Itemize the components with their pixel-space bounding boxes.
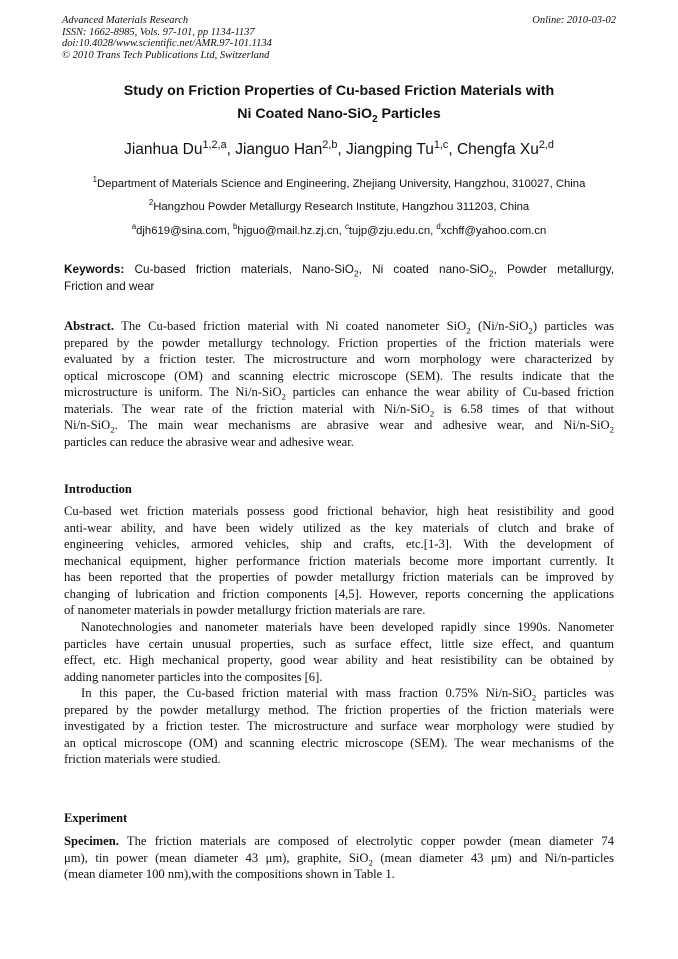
paragraph-line	[64, 850, 614, 867]
affiliation-2	[40, 200, 638, 214]
abstract-line	[64, 417, 614, 434]
author-affiliation-mark: 2,d	[538, 138, 554, 151]
author	[124, 138, 236, 158]
author-affiliation-mark: 1,c	[433, 138, 449, 151]
subscript: 2	[488, 269, 494, 279]
abstract-line: prepared by the powder metallurgy technology. Friction properties of the friction materials were	[64, 335, 614, 350]
paragraph-line: Nanotechnologies and nanometer materials have been developed rapidly since 1990s. Nanometer	[81, 620, 614, 634]
author-affiliation-mark: 2,b	[322, 138, 338, 151]
text: Ni/n-SiO	[64, 418, 111, 432]
doi-line: doi:10.4028/www.scientific.net/AMR.97-101.1134	[62, 38, 272, 49]
title-text: Particles	[377, 106, 441, 122]
subscript: 2	[528, 325, 533, 336]
paragraph-line	[64, 833, 614, 850]
email-mark: a	[131, 222, 137, 232]
paragraph-line: friction materials were studied.	[64, 752, 221, 766]
keywords-label: Keywords:	[64, 262, 125, 276]
abstract	[64, 318, 614, 450]
introduction-paragraph-1	[64, 503, 614, 619]
abstract-line	[64, 401, 614, 418]
text: The friction materials are composed of electrolytic copper powder (mean diameter 74	[118, 834, 614, 848]
author-name: Chengfa Xu	[456, 141, 539, 158]
text: microstructure is uniform. The Ni/n-SiO	[64, 385, 282, 399]
email-address: djh619@sina.com,	[136, 225, 234, 237]
paragraph-line	[64, 685, 614, 702]
text: (Ni/n-SiO	[470, 319, 529, 333]
title-line-2	[62, 103, 616, 126]
text: particles can enhance the wear ability of Cu-based friction	[285, 385, 614, 399]
journal-header	[62, 15, 616, 61]
text: The Cu-based friction material with Ni coated nanometer SiO	[114, 319, 467, 333]
subscript: 2	[110, 424, 115, 435]
introduction-paragraph-3	[64, 685, 614, 768]
abstract-line	[64, 384, 614, 401]
paragraph-line: effect, etc. High mechanical property, good wear ability and heat resistibility can be obtained by	[64, 653, 614, 667]
email-address: tujp@zju.edu.cn,	[348, 225, 437, 237]
paragraph-line: adding nanometer particles into the composites [6].	[64, 669, 323, 684]
subscript: 2	[466, 325, 471, 336]
keywords-text: , Powder metallurgy,	[493, 262, 614, 276]
subscript: 2	[281, 391, 286, 402]
email-mark: d	[436, 222, 441, 232]
experiment-heading: Experiment	[64, 811, 128, 825]
paragraph-line: an optical microscope (OM) and scanning electric microscope (SEM). The wear mechanisms of the	[64, 735, 614, 750]
text: In this paper, the Cu-based friction material with mass fraction 0.75% Ni/n-SiO	[81, 686, 532, 700]
email-address: xchff@yahoo.com.cn	[440, 225, 547, 237]
author-name: Jianguo Han	[235, 141, 323, 158]
author-separator: ,	[337, 141, 346, 158]
text: particles was	[536, 686, 614, 700]
paper-title	[62, 80, 616, 126]
subscript: 2	[368, 857, 373, 868]
issn-line: ISSN: 1662-8985, Vols. 97-101, pp 1134-1137	[62, 26, 255, 38]
email-list	[40, 224, 638, 238]
affiliation-mark: 1	[92, 175, 98, 185]
abstract-label: Abstract.	[64, 319, 115, 333]
keywords-text: Cu-based friction materials, Nano-SiO	[124, 262, 354, 276]
paragraph-line: of nanometer materials in powder metallurgy friction materials are rare.	[64, 603, 426, 617]
keywords-line-2: Friction and wear	[64, 279, 155, 293]
subscript: 2	[353, 269, 359, 279]
abstract-line	[64, 318, 614, 335]
title-line-1: Study on Friction Properties of Cu-based Friction Materials with	[123, 83, 555, 99]
paragraph-line: Cu-based wet friction materials possess good frictional behavior, high heat resistibility and good	[64, 504, 614, 518]
author-name: Jianhua Du	[124, 141, 203, 158]
title-text: Ni Coated Nano-SiO	[237, 106, 373, 122]
author-affiliation-mark: 1,2,a	[202, 138, 227, 151]
author-list	[62, 140, 616, 160]
paragraph-line: investigated by a friction tester. The microstructure and surface wear morphology were studied by	[64, 719, 614, 733]
affiliation-1	[40, 177, 638, 191]
text: . The main wear mechanisms are abrasive wear and adhesive wear, and Ni/n-SiO	[114, 418, 610, 432]
introduction-paragraph-2	[64, 619, 614, 685]
paragraph-line: anti-wear ability, and have been widely utilized as the key materials of clutch and brake of	[64, 520, 614, 535]
paragraph-line: has been reported that the properties of powder metallurgy friction materials can be improved by	[64, 570, 614, 584]
author	[345, 138, 457, 158]
paragraph-line: mechanical equipment, higher performance friction materials become more important currently. It	[64, 553, 614, 568]
author-separator: ,	[226, 141, 236, 158]
paragraph-line: changing of lubrication and friction components [4,5]. However, reports concerning the applications	[64, 586, 614, 601]
online-date: Online: 2010-03-02	[532, 15, 616, 26]
text: (mean diameter 43 μm) and Ni/n-particles	[372, 850, 615, 865]
specimen-label: Specimen.	[64, 834, 119, 848]
text: is 6.58 times of that without	[434, 401, 614, 416]
experiment-paragraph	[64, 833, 614, 883]
title-subscript: 2	[372, 113, 378, 125]
subscript: 2	[531, 692, 537, 703]
introduction-heading: Introduction	[64, 482, 132, 496]
affiliation-mark: 2	[148, 198, 154, 208]
author	[235, 138, 346, 158]
text: μm), tin power (mean diameter 43 μm), graphite, SiO	[64, 850, 369, 865]
journal-name: Advanced Materials Research	[62, 15, 189, 26]
subscript: 2	[429, 408, 435, 419]
keywords-text: , Ni coated nano-SiO	[358, 262, 489, 276]
affiliation-text: Hangzhou Powder Metallurgy Research Institute, Hangzhou 311203, China	[153, 201, 530, 213]
text: materials. The wear rate of the friction material with Ni/n-SiO	[64, 401, 430, 416]
email-address: hjguo@mail.hz.zj.cn,	[237, 225, 345, 237]
email-mark: b	[233, 222, 238, 232]
paragraph-line: engineering vehicles, armored vehicles, ship and crafts, etc.[1-3]. With the development of	[64, 537, 614, 551]
keywords-line-1	[64, 261, 614, 278]
affiliation-text: Department of Materials Science and Engineering, Zhejiang University, Hangzhou, 310027, China	[97, 178, 586, 190]
paragraph-line: (mean diameter 100 nm),with the compositions shown in Table 1.	[64, 867, 395, 881]
abstract-line: evaluated by a friction tester. The microstructure and worn morphology were characterized by	[64, 352, 614, 366]
text: ) particles was	[532, 319, 615, 333]
subscript: 2	[609, 424, 614, 435]
author	[456, 138, 554, 158]
abstract-line: optical microscope (OM) and scanning electric microscope (SEM). The results indicate that the	[64, 368, 614, 383]
copyright-line: © 2010 Trans Tech Publications Ltd, Switzerland	[62, 49, 270, 61]
author-name: Jiangping Tu	[345, 141, 434, 158]
abstract-line: particles can reduce the abrasive wear and adhesive wear.	[64, 434, 354, 449]
paragraph-line: prepared by the powder metallurgy method. The friction properties of the friction materials were	[64, 702, 614, 717]
author-separator: ,	[448, 141, 457, 158]
email-mark: c	[344, 222, 349, 232]
paragraph-line: particles have certain unusual properties, such as surface effect, little size effect, and quantum	[64, 636, 614, 651]
keywords	[64, 261, 614, 295]
